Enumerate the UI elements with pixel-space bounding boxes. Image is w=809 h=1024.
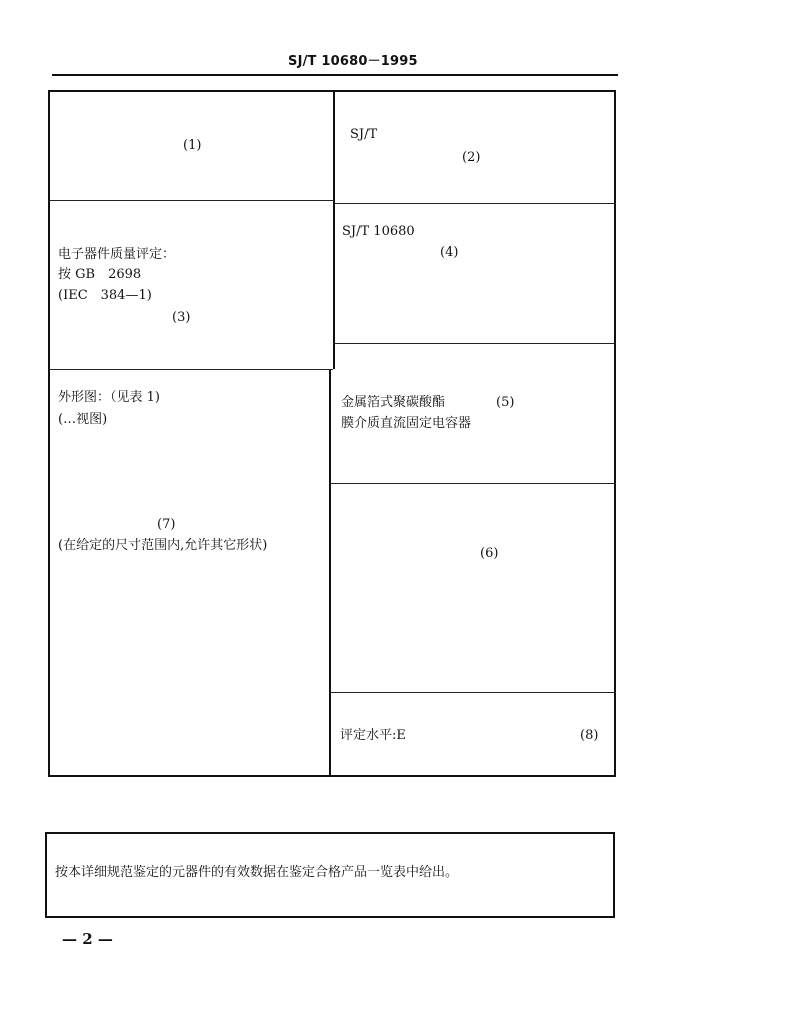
table-row-divider-right-1 — [334, 203, 615, 204]
note-text: 按本详细规范鉴定的元器件的有效数据在鉴定合格产品一览表中给出。 — [55, 865, 459, 880]
spec-form-table — [48, 90, 616, 777]
box3-marker: (3) — [172, 310, 191, 325]
box1-marker: (1) — [183, 138, 202, 153]
box5-product-name-line2: 膜介质直流固定电容器 — [341, 416, 472, 431]
box5-marker: (5) — [496, 395, 515, 410]
box3-gb-reference: 按 GB 2698 — [58, 267, 142, 282]
table-row-divider-left-1 — [49, 200, 334, 201]
box2-standard-prefix: SJ/T — [350, 127, 378, 142]
table-row-divider-left-2 — [49, 369, 333, 370]
document-number: SJ/T 10680－1995 — [288, 54, 418, 69]
header-rule — [52, 74, 618, 76]
box6-marker: (6) — [480, 546, 499, 561]
box4-standard-number: SJ/T 10680 — [342, 224, 415, 239]
table-vertical-divider-upper — [333, 91, 335, 369]
box7-outline-drawing-label: 外形图：（见表 1) — [58, 390, 160, 405]
box7-marker: (7) — [157, 517, 176, 532]
box5-product-name-line1: 金属箔式聚碳酸酯 — [341, 395, 446, 410]
table-row-divider-right-2 — [334, 343, 615, 344]
box2-marker: (2) — [462, 150, 481, 165]
table-row-divider-right-4 — [330, 692, 615, 693]
box3-quality-assessment-label: 电子器件质量评定： — [58, 247, 176, 262]
box7-view-label: (…视图) — [58, 412, 108, 427]
box4-marker: (4) — [440, 245, 459, 260]
page-number: — 2 — — [62, 930, 113, 948]
table-row-divider-right-3 — [330, 483, 615, 484]
box8-marker: (8) — [580, 728, 599, 743]
table-vertical-divider-lower — [329, 369, 331, 776]
box3-iec-reference: (IEC 384—1) — [58, 288, 152, 303]
box7-shape-note: (在给定的尺寸范围内,允许其它形状) — [58, 538, 268, 553]
box8-assessment-level: 评定水平:E — [340, 728, 406, 743]
